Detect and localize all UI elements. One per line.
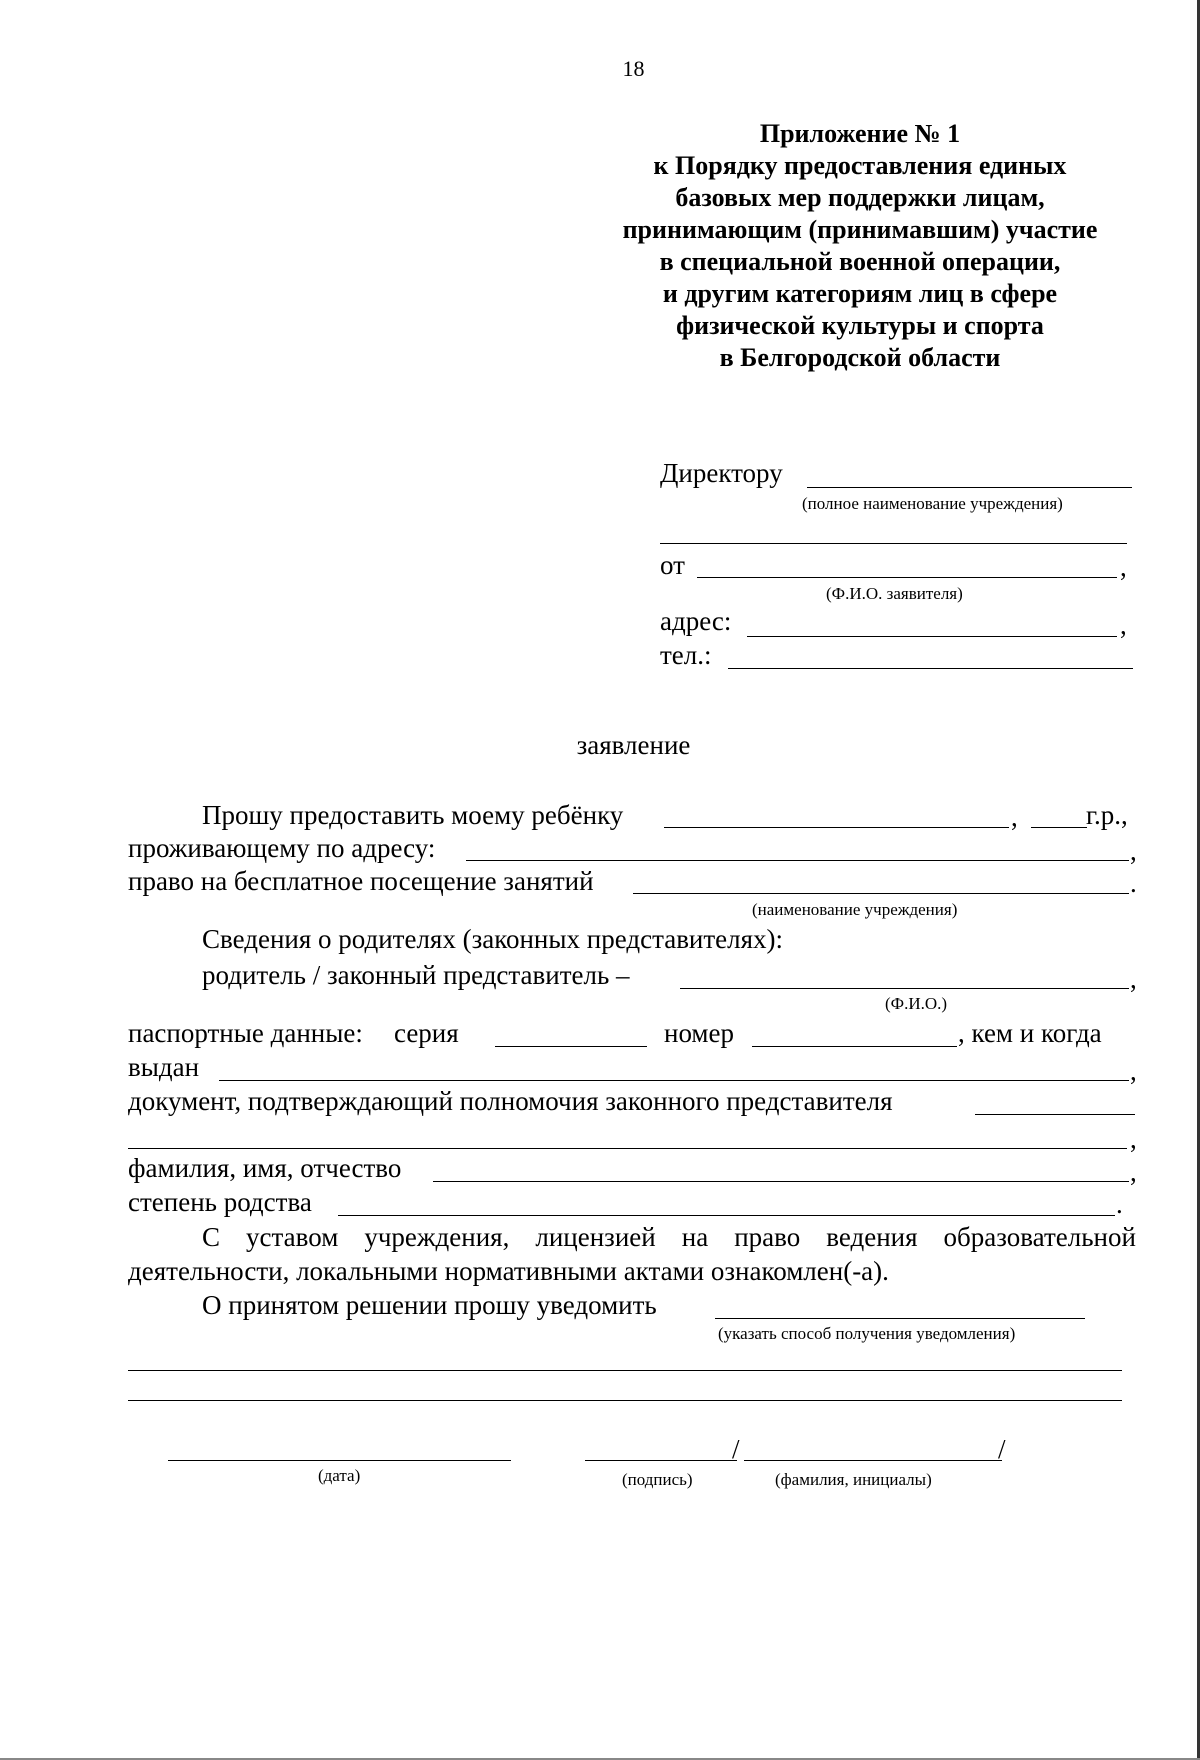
heading-line: физической культуры и спорта	[676, 311, 1044, 340]
notification-method-field[interactable]	[715, 1318, 1085, 1319]
child-address-field[interactable]	[466, 860, 1129, 861]
passport-series-field[interactable]	[495, 1046, 647, 1047]
heading-line: в Белгородской области	[719, 343, 1001, 372]
acknowledgement-line-1: С уставом учреждения, лицензией на право ведения образовательной	[202, 1222, 1136, 1252]
heading-line: базовых мер поддержки лицам,	[675, 183, 1045, 212]
notification-label: О принятом решении прошу уведомить	[202, 1290, 657, 1320]
comma: ,	[1130, 1056, 1137, 1086]
authority-document-label: документ, подтверждающий полномочия законного представителя	[128, 1086, 893, 1116]
address-label: адрес:	[660, 606, 732, 636]
issued-label: выдан	[128, 1052, 200, 1082]
request-text: Прошу предоставить моему ребёнку	[202, 800, 624, 830]
issued-field[interactable]	[219, 1080, 1129, 1081]
authority-document-field[interactable]	[975, 1114, 1135, 1115]
director-field[interactable]	[807, 487, 1132, 488]
address-field[interactable]	[747, 636, 1117, 637]
heading-line: в специальной военной операции,	[659, 247, 1061, 276]
comma: ,	[1130, 964, 1137, 994]
notification-field-continued[interactable]	[128, 1370, 1122, 1371]
full-name-field[interactable]	[433, 1181, 1129, 1182]
heading-line: Приложение № 1	[759, 119, 961, 148]
institution-name-field[interactable]	[633, 893, 1129, 894]
institution-name-caption: (наименование учреждения)	[752, 900, 958, 919]
acknowledgement-line-2: деятельности, локальными нормативными актами ознакомлен(-а).	[128, 1256, 889, 1286]
parent-label: родитель / законный представитель –	[202, 960, 630, 990]
comma: ,	[1130, 1124, 1137, 1154]
comma: ,	[1120, 552, 1127, 582]
parent-name-field[interactable]	[680, 988, 1129, 989]
director-caption: (полное наименование учреждения)	[802, 494, 1063, 513]
applicant-name-field[interactable]	[697, 577, 1117, 578]
authority-document-field-continued[interactable]	[128, 1148, 1127, 1149]
child-name-field[interactable]	[664, 827, 1009, 828]
period: .	[1130, 868, 1137, 898]
birth-year-field[interactable]	[1031, 827, 1087, 828]
issued-by-label: , кем и когда	[958, 1018, 1102, 1048]
name-initials-caption: (фамилия, инициалы)	[775, 1470, 932, 1489]
document-title: заявление	[576, 730, 691, 760]
residing-label: проживающему по адресу:	[128, 833, 436, 863]
heading-line: к Порядку предоставления единых	[653, 151, 1067, 180]
slash: /	[732, 1434, 740, 1464]
name-initials-field[interactable]	[744, 1460, 1002, 1461]
relationship-label: степень родства	[128, 1187, 312, 1217]
signature-field[interactable]	[585, 1460, 737, 1461]
comma: ,	[1130, 1157, 1137, 1187]
phone-field[interactable]	[728, 668, 1133, 669]
parent-name-caption: (Ф.И.О.)	[885, 994, 948, 1013]
heading-line: принимающим (принимавшим) участие	[622, 215, 1098, 244]
date-field[interactable]	[168, 1460, 511, 1461]
passport-label: паспортные данные:	[128, 1018, 363, 1048]
comma: ,	[1120, 610, 1127, 640]
passport-series-label: серия	[394, 1018, 459, 1048]
heading-line: и другим категориям лиц в сфере	[662, 279, 1058, 308]
passport-number-label: номер	[664, 1018, 735, 1048]
relationship-field[interactable]	[338, 1215, 1115, 1216]
appendix-heading	[590, 118, 1130, 374]
slash: /	[998, 1434, 1006, 1464]
applicant-name-caption: (Ф.И.О. заявителя)	[826, 584, 963, 603]
from-label: от	[660, 550, 685, 580]
date-caption: (дата)	[318, 1466, 361, 1485]
page-number: 18	[622, 56, 645, 81]
phone-label: тел.:	[660, 640, 712, 670]
comma: ,	[1130, 836, 1137, 866]
institution-field-continued[interactable]	[660, 543, 1127, 544]
free-attendance-label: право на бесплатное посещение занятий	[128, 866, 594, 896]
parents-info-heading: Сведения о родителях (законных представителях):	[202, 924, 784, 954]
director-label: Директору	[660, 458, 783, 488]
period: .	[1116, 1189, 1123, 1219]
birth-year-label: г.р.,	[1086, 800, 1128, 830]
passport-number-field[interactable]	[752, 1046, 957, 1047]
comma: ,	[1011, 802, 1018, 832]
signature-caption: (подпись)	[622, 1470, 693, 1489]
notification-method-caption: (указать способ получения уведомления)	[718, 1324, 1016, 1343]
full-name-label: фамилия, имя, отчество	[128, 1153, 402, 1183]
notification-field-continued[interactable]	[128, 1400, 1122, 1401]
